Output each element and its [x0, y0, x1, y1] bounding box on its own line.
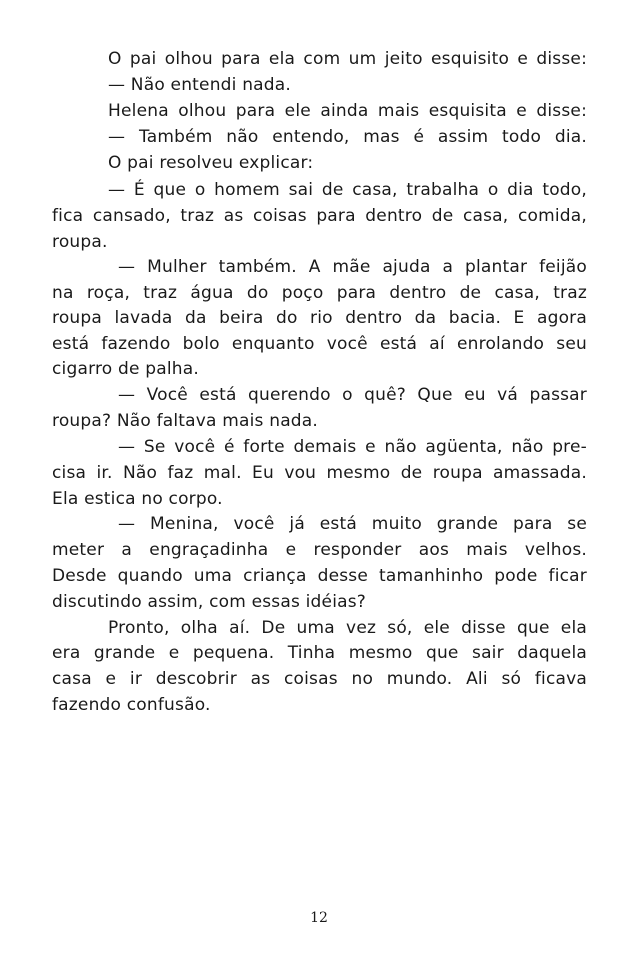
text-line: discutindo assim, com essas idéias? [52, 592, 367, 612]
text-line: Helena olhou para ele ainda mais esquisita e disse: [108, 101, 587, 121]
text-line: fica cansado, traz as coisas para dentro de casa, comida, [52, 206, 587, 226]
text-line: — Se você é forte demais e não agüenta, não pre- [118, 437, 587, 457]
page-number: 12 [310, 910, 328, 926]
text-line: — É que o homem sai de casa, trabalha o dia todo, [108, 180, 587, 200]
text-line: era grande e pequena. Tinha mesmo que sair daquela [52, 643, 587, 663]
text-line: — Não entendi nada. [108, 75, 291, 95]
text-line: na roça, traz água do poço para dentro de casa, traz [52, 283, 587, 303]
text-line: — Você está querendo o quê? Que eu vá passar [118, 385, 587, 405]
text-line: roupa lavada da beira do rio dentro da bacia. E agora [52, 308, 587, 328]
text-line: casa e ir descobrir as coisas no mundo. Ali só ficava [52, 669, 587, 689]
text-line: está fazendo bolo enquanto você está aí enrolando seu [52, 334, 587, 354]
text-line: — Também não entendo, mas é assim todo dia. [108, 127, 587, 147]
text-line: — Mulher também. A mãe ajuda a plantar feijão [118, 257, 587, 277]
text-line: roupa. [52, 232, 108, 252]
text-line: roupa? Não faltava mais nada. [52, 411, 319, 431]
text-line: Pronto, olha aí. De uma vez só, ele disse que ela [108, 618, 587, 638]
text-line: Ela estica no corpo. [52, 489, 223, 509]
text-line: O pai olhou para ela com um jeito esquisito e disse: [108, 49, 587, 69]
text-line: cigarro de palha. [52, 359, 199, 379]
text-line: — Menina, você já está muito grande para se [118, 514, 587, 534]
text-line: Desde quando uma criança desse tamanhinho pode ficar [52, 566, 587, 586]
text-line: meter a engraçadinha e responder aos mais velhos. [52, 540, 587, 560]
text-line: cisa ir. Não faz mal. Eu vou mesmo de roupa amassada. [52, 463, 587, 483]
text-line: O pai resolveu explicar: [108, 153, 314, 173]
text-line: fazendo confusão. [52, 695, 211, 715]
